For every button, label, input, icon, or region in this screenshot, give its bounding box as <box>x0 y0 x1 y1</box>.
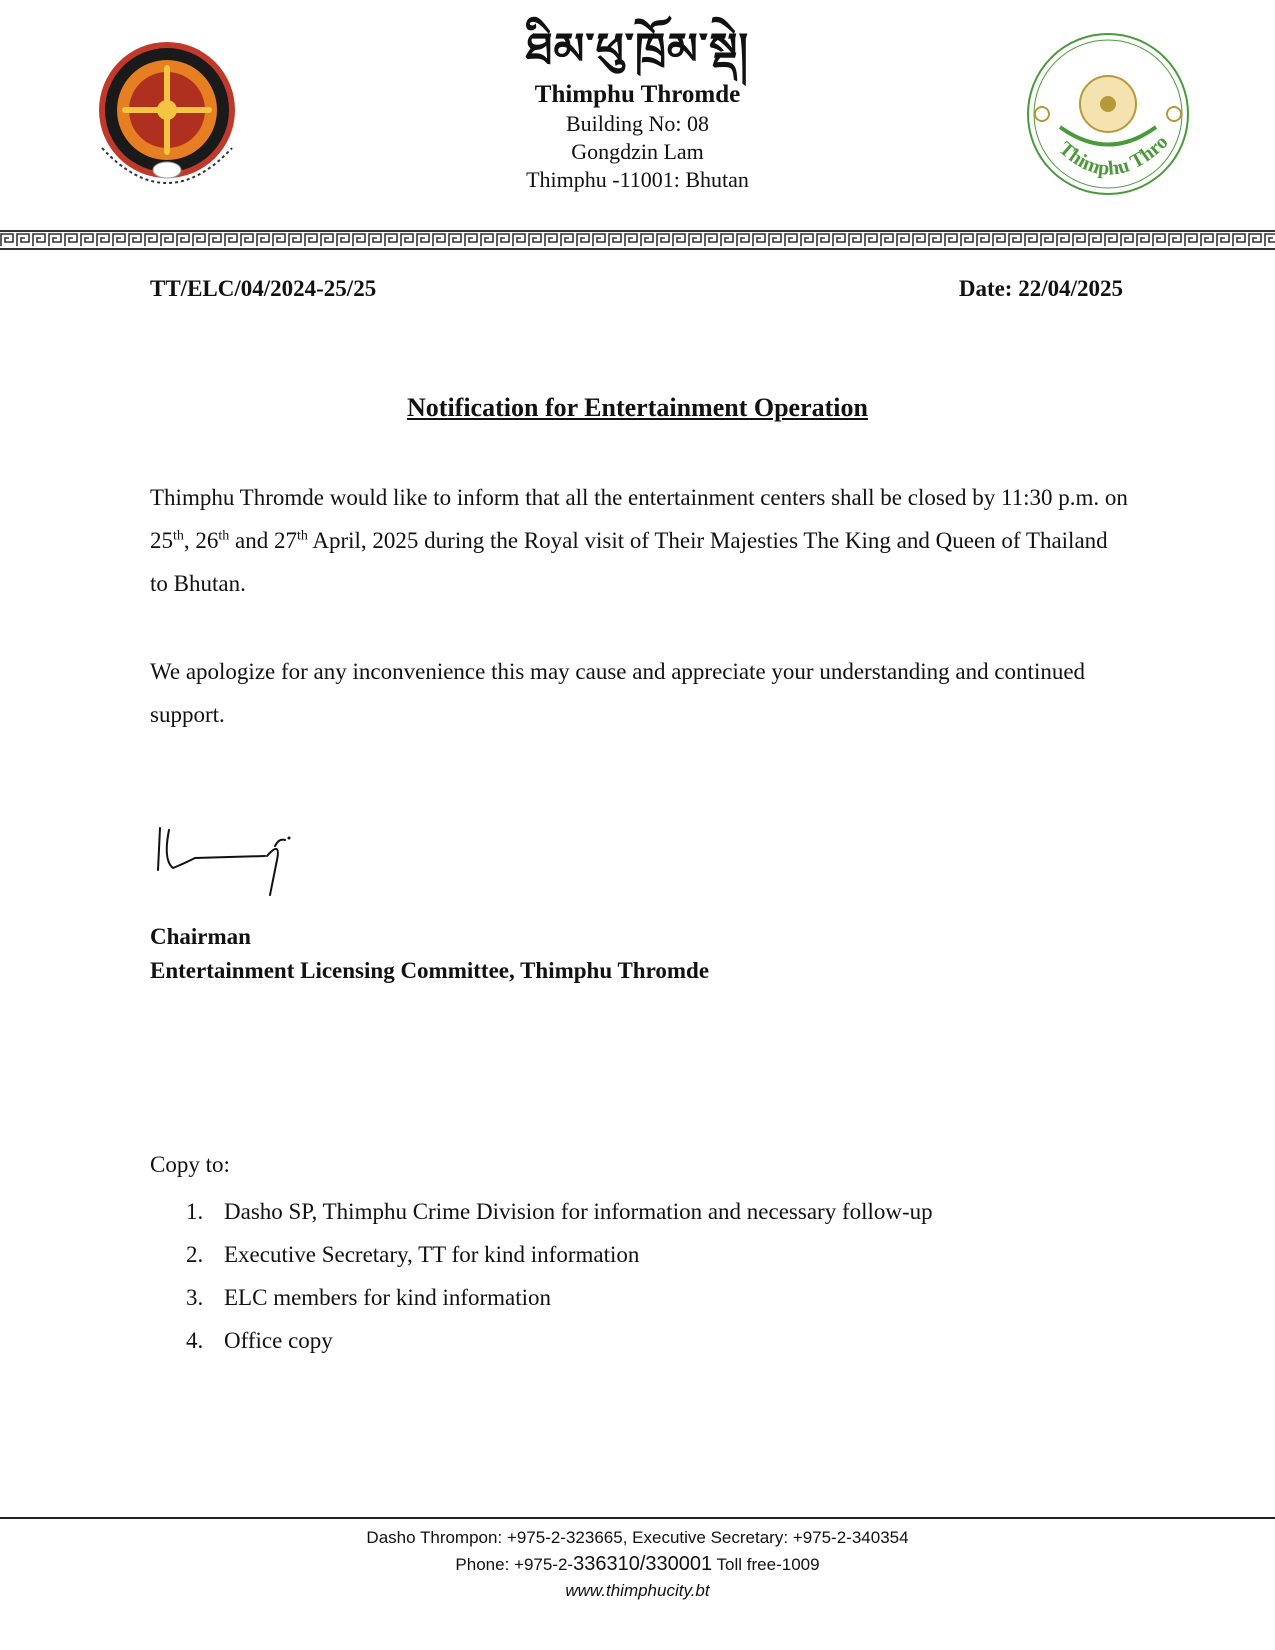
reference-number: TT/ELC/04/2024-25/25 <box>150 276 377 301</box>
copy-to-label: Copy to: <box>150 1152 230 1177</box>
footer-phone <box>0 1551 1275 1578</box>
footer-divider <box>0 1517 1275 1519</box>
body-text: April, 2025 during the Royal visit of Their Majesties The King and Queen of Thailand to Bhutan. <box>150 528 1108 596</box>
copy-to-list <box>186 1190 933 1362</box>
body-text: and 27 <box>229 528 297 553</box>
address-line-1: Building No: 08 <box>565 111 709 136</box>
list-item <box>186 1319 933 1362</box>
subject-heading: Notification for Entertainment Operation <box>407 393 868 422</box>
phone-prefix: Phone: +975-2- <box>455 1555 574 1574</box>
signatory-title: Chairman <box>150 924 251 949</box>
body-paragraph-2: We apologize for any inconvenience this may cause and appreciate your understanding and continued support. <box>150 659 1086 727</box>
address-line-2: Gongdzin Lam <box>571 139 704 164</box>
letter-date: Date: 22/04/2025 <box>958 276 1123 301</box>
seal-text: Thimphu Thro <box>1054 130 1173 180</box>
handwritten-signature <box>155 820 315 900</box>
footer-website: www.thimphucity.bt <box>565 1581 710 1600</box>
footer-contacts: Dasho Thrompon: +975-2-323665, Executive Secretary: +975-2-340354 <box>366 1528 909 1547</box>
list-number: 2. <box>186 1242 204 1267</box>
list-item <box>186 1190 933 1233</box>
ordinal-suffix: th <box>218 528 230 544</box>
list-number: 3. <box>186 1285 204 1310</box>
list-text: ELC members for kind information <box>224 1285 552 1310</box>
list-item <box>186 1233 933 1276</box>
organization-name: Thimphu Thromde <box>534 81 741 108</box>
list-text: Dasho SP, Thimphu Crime Division for information and necessary follow-up <box>224 1199 933 1224</box>
dzongkha-title: ཐིམ་ཕུ་ཁྲོམ་སྡེ། <box>525 24 750 75</box>
ordinal-suffix: th <box>173 528 184 544</box>
list-text: Executive Secretary, TT for kind information <box>224 1242 640 1267</box>
address-line-3: Thimphu -11001: Bhutan <box>526 167 749 192</box>
list-number: 1. <box>186 1199 204 1224</box>
body-paragraph-1 <box>150 476 1130 605</box>
body-text: , 26 <box>183 528 219 553</box>
thromde-seal-icon <box>1020 32 1200 212</box>
list-item <box>186 1276 933 1319</box>
royal-emblem-icon <box>82 28 252 208</box>
toll-free: Toll free-1009 <box>712 1555 820 1574</box>
body-text: Thimphu Thromde would like to inform that all the entertainment centers shall be closed by 11:30 p.m. on 25 <box>150 485 1128 553</box>
decorative-border <box>0 230 1275 250</box>
letterhead <box>420 22 855 194</box>
footer <box>0 1525 1275 1604</box>
signatory-organization: Entertainment Licensing Committee, Thimphu Thromde <box>150 958 710 983</box>
list-text: Office copy <box>224 1328 333 1353</box>
ordinal-suffix: th <box>297 528 308 544</box>
list-number: 4. <box>186 1328 204 1353</box>
phone-numbers: 336310/330001 <box>573 1553 713 1575</box>
